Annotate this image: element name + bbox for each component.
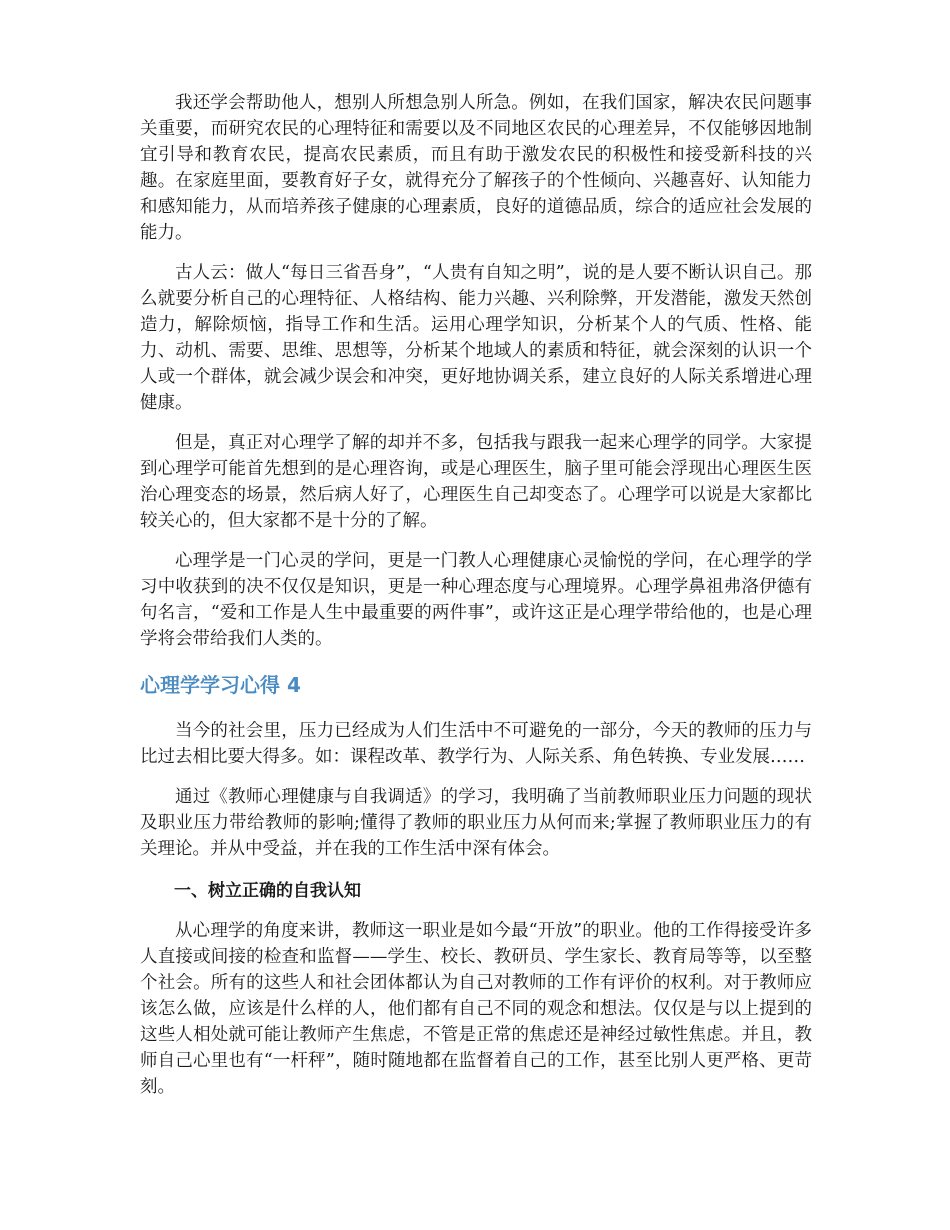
subsection-heading: 一、树立正确的自我认知: [174, 881, 361, 901]
paragraph-psychology-definition: 心理学是一门心灵的学问，更是一门教人心理健康心灵愉悦的学问，在心理学的学习中收获到的决不仅仅是知识，更是一种心理态度与心理境界。心理学鼻祖弗洛伊德有句名言，“爱和工作是人生中最重要的两件事”，或许这正是心理学带给他的，也是心理学将会带给我们人类的。: [140, 551, 812, 649]
paragraph-course-learning: 通过《教师心理健康与自我调适》的学习，我明确了当前教师职业压力问题的现状及职业压力带给教师的影响;懂得了教师的职业压力从何而来;掌握了教师职业压力的有关理论。并从中受益，并在我的工作生活中深有体会。: [140, 787, 812, 859]
paragraph-teacher-pressure: 当今的社会里，压力已经成为人们生活中不可避免的一部分，今天的教师的压力与比过去相比要大得多。如：课程改革、教学行为、人际关系、角色转换、专业发展……: [140, 721, 812, 767]
paragraph-misunderstanding: 但是，真正对心理学了解的却并不多，包括我与跟我一起来心理学的同学。大家提到心理学可能首先想到的是心理咨询，或是心理医生，脑子里可能会浮现出心理医生医治心理变态的场景，然后病人好了，心理医生自己却变态了。心理学可以说是大家都比较关心的，但大家都不是十分的了解。: [140, 433, 812, 531]
paragraph-teacher-openness: 从心理学的角度来讲，教师这一职业是如今最“开放”的职业。他的工作得接受许多人直接或间接的检查和监督——学生、校长、教研员、学生家长、教育局等等，以至整个社会。所有的这些人和社会团体都认为自己对教师的工作有评价的权利。对于教师应该怎么做，应该是什么样的人，他们都有自己不同的观念和想法。仅仅是与以上提到的这些人相处就可能让教师产生焦虑，不管是正常的焦虑还是神经过敏性焦虑。并且，教师自己心里也有“一杆秤”，随时随地都在监督着自己的工作，甚至比别人更严格、更苛刻。: [140, 921, 812, 1097]
paragraph-helping-others: 我还学会帮助他人，想别人所想急别人所急。例如，在我们国家，解决农民问题事关重要，而研究农民的心理特征和需要以及不同地区农民的心理差异，不仅能够因地制宜引导和教育农民，提高农民素质，而且有助于激发农民的积极性和接受新科技的兴趣。在家庭里面，要教育好子女，就得充分了解孩子的个性倾向、兴趣喜好、认知能力和感知能力，从而培养孩子健康的心理素质，良好的道德品质，综合的适应社会发展的能力。: [140, 93, 812, 243]
document-page: [140, 90, 812, 1114]
paragraph-self-knowledge: 古人云：做人“每日三省吾身”，“人贵有自知之明”，说的是人要不断认识自己。那么就要分析自己的心理特征、人格结构、能力兴趣、兴利除弊，开发潜能，激发天然创造力，解除烦恼，指导工作和生活。运用心理学知识，分析某个人的气质、性格、能力、动机、需要、思维、思想等，分析某个地域人的素质和特征，就会深刻的认识一个人或一个群体，就会减少误会和冲突，更好地协调关系，建立良好的人际关系增进心理健康。: [140, 263, 812, 413]
section-heading: 心理学学习心得 4: [140, 673, 301, 697]
